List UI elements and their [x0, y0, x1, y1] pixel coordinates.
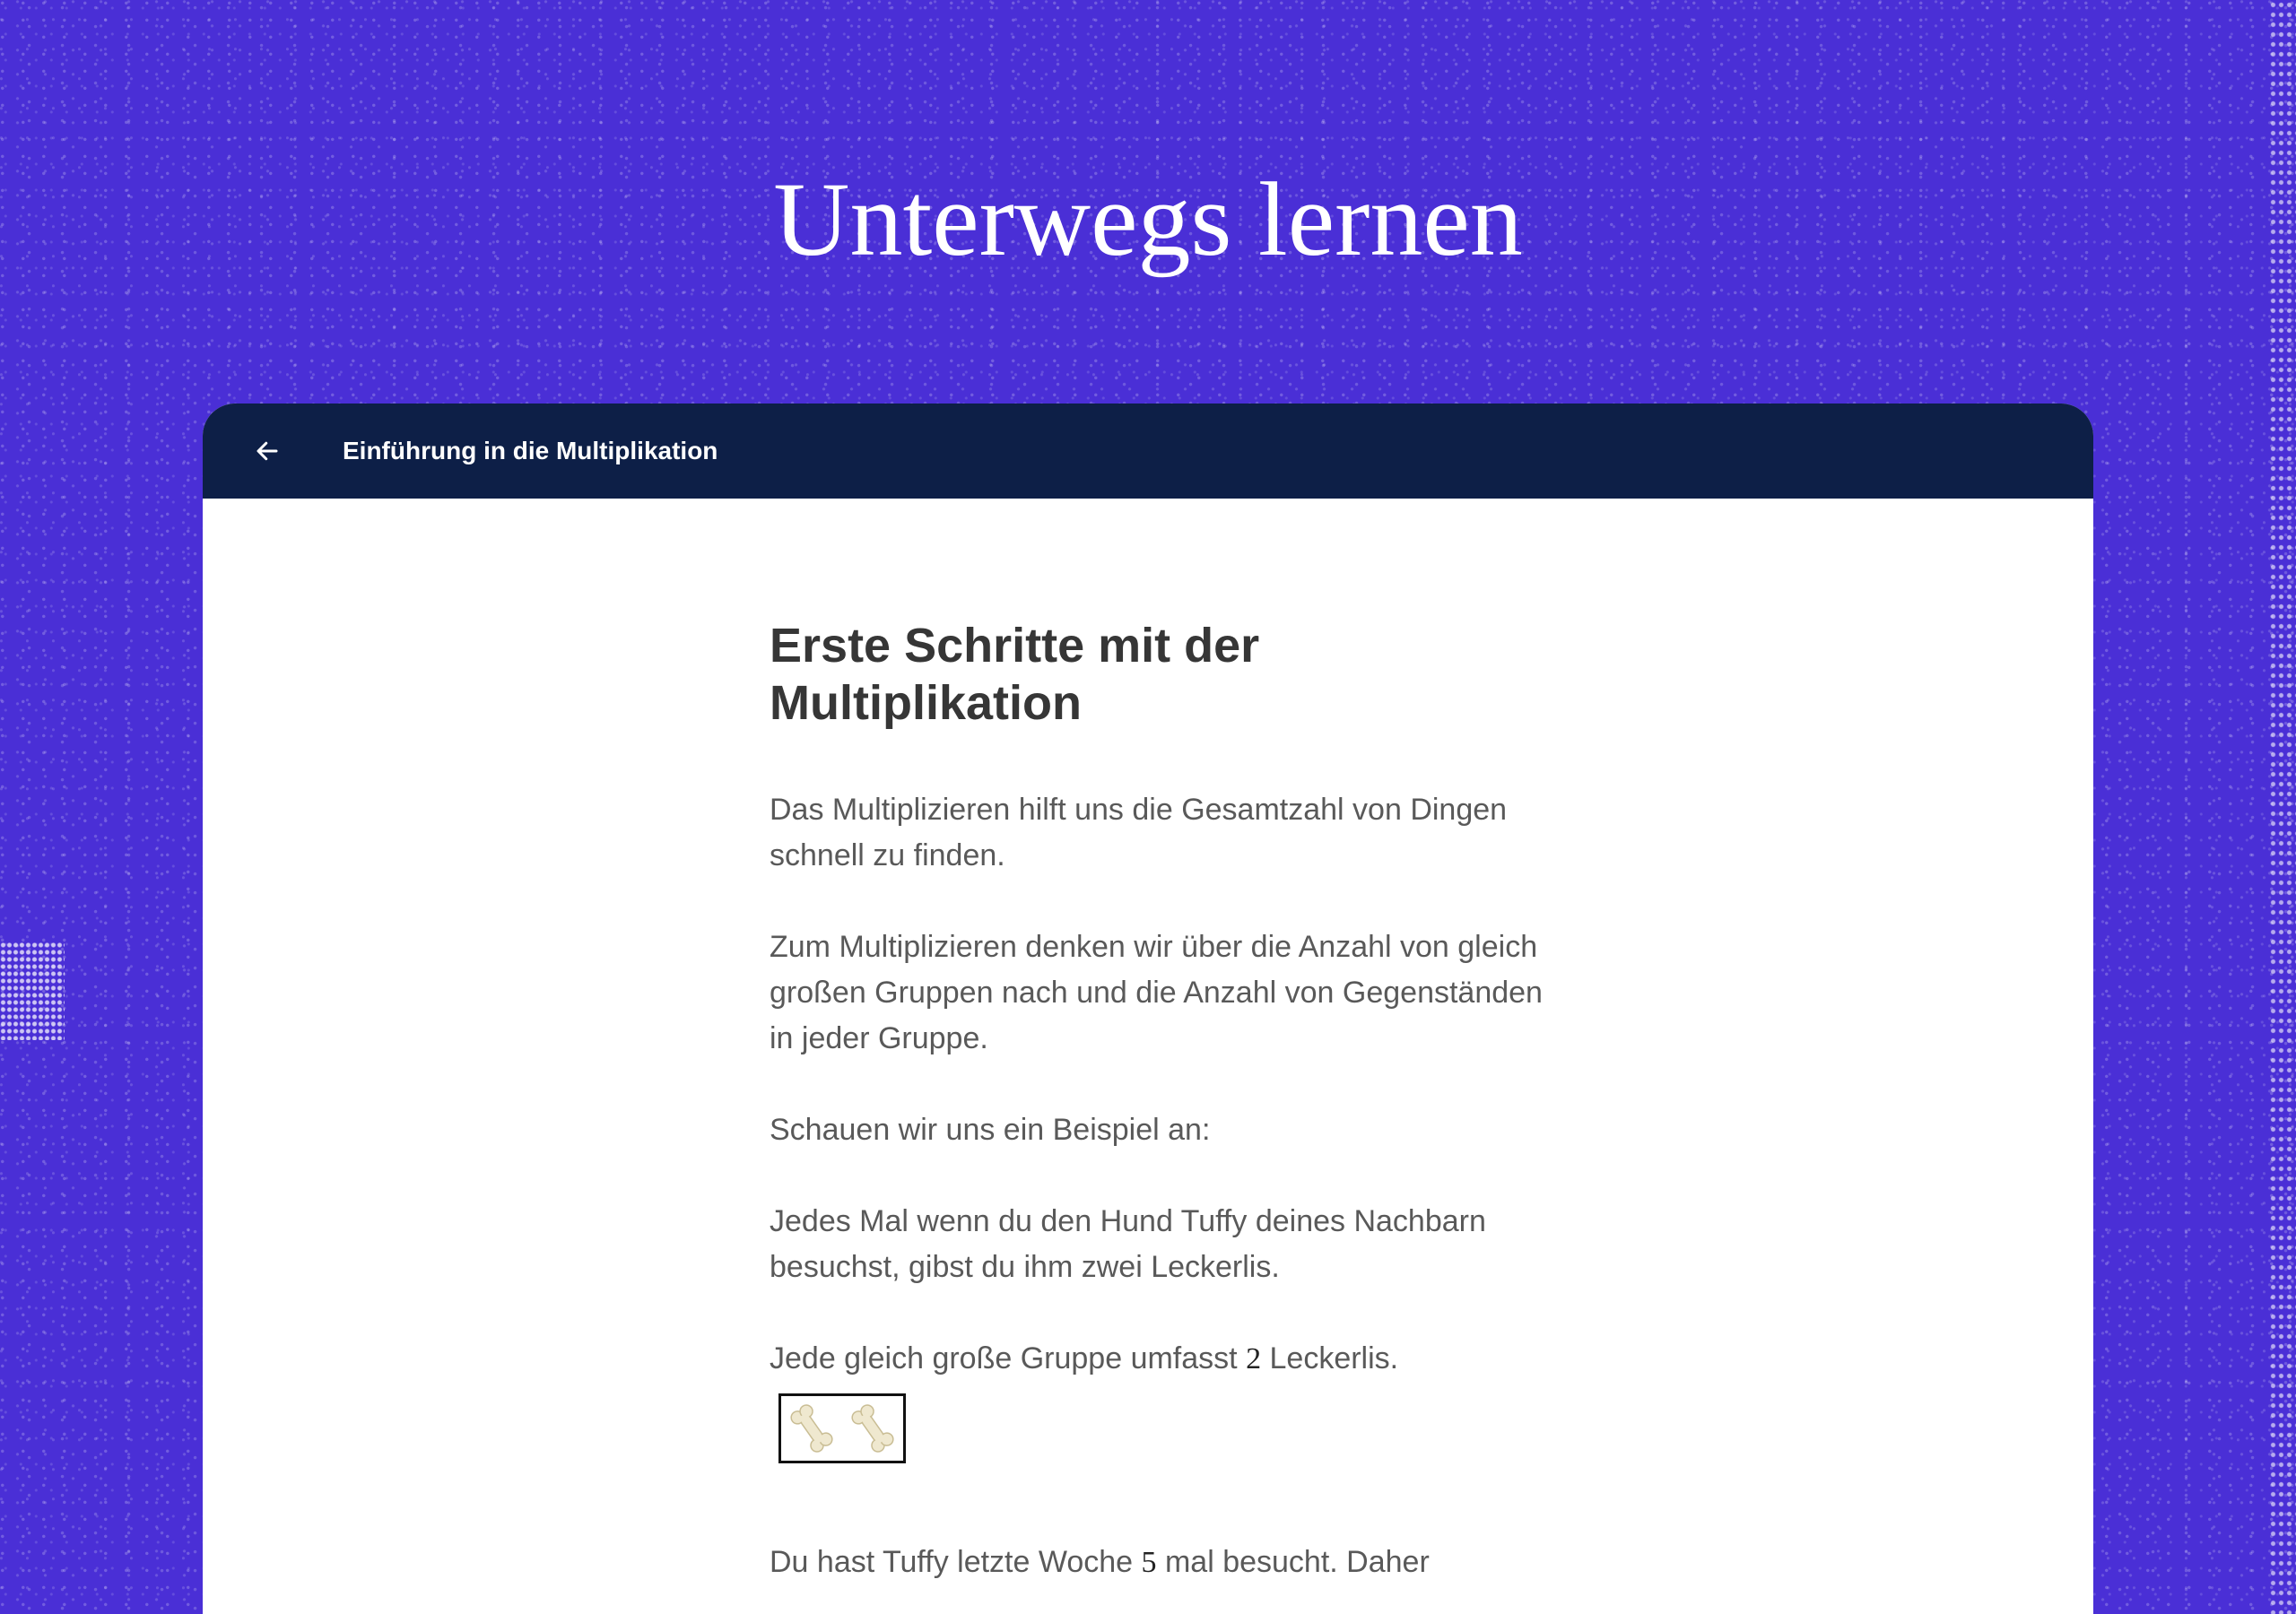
visits-text-before: Du hast Tuffy letzte Woche	[770, 1545, 1142, 1579]
paragraph-intro: Das Multiplizieren hilft uns die Gesamtzahl von Dingen schnell zu finden.	[770, 793, 1508, 872]
lesson-heading-line2: Multiplikation	[770, 676, 1082, 730]
paragraph-groups: Zum Multiplizieren denken wir über die Anzahl von gleich großen Gruppen nach und die Anzahl von Gegenständen in jeder Gruppe.	[770, 930, 1543, 1055]
back-button[interactable]	[242, 426, 292, 476]
lesson-title: Einführung in die Multiplikation	[343, 437, 718, 464]
dog-bone-icon	[850, 1403, 895, 1453]
arrow-left-icon	[254, 438, 281, 464]
treats-group-box	[778, 1393, 906, 1463]
visits-number: 5	[1141, 1546, 1157, 1579]
group-size-number: 2	[1246, 1342, 1262, 1375]
paragraph-example: Schauen wir uns ein Beispiel an:	[770, 1113, 1211, 1147]
dog-bone-icon	[789, 1403, 834, 1453]
lesson-header	[203, 404, 2093, 499]
lesson-heading	[770, 617, 1550, 732]
group-size-text-before: Jede gleich große Gruppe umfasst	[770, 1341, 1247, 1375]
lesson-window	[203, 404, 2093, 1614]
visits-text-after: mal besucht. Daher	[1156, 1545, 1430, 1579]
lesson-content	[770, 617, 1550, 1614]
paragraph-tuffy: Jedes Mal wenn du den Hund Tuffy deines Nachbarn besuchst, gibst du ihm zwei Leckerlis.	[770, 1204, 1486, 1284]
site-title: Unterwegs lernen	[773, 161, 1523, 278]
paragraph-visits	[770, 1540, 1550, 1585]
lesson-heading-line1: Erste Schritte mit der	[770, 619, 1260, 672]
paragraph-group-size	[770, 1336, 1550, 1382]
texture-splotch	[0, 941, 65, 1040]
group-size-text-after: Leckerlis.	[1261, 1341, 1399, 1375]
